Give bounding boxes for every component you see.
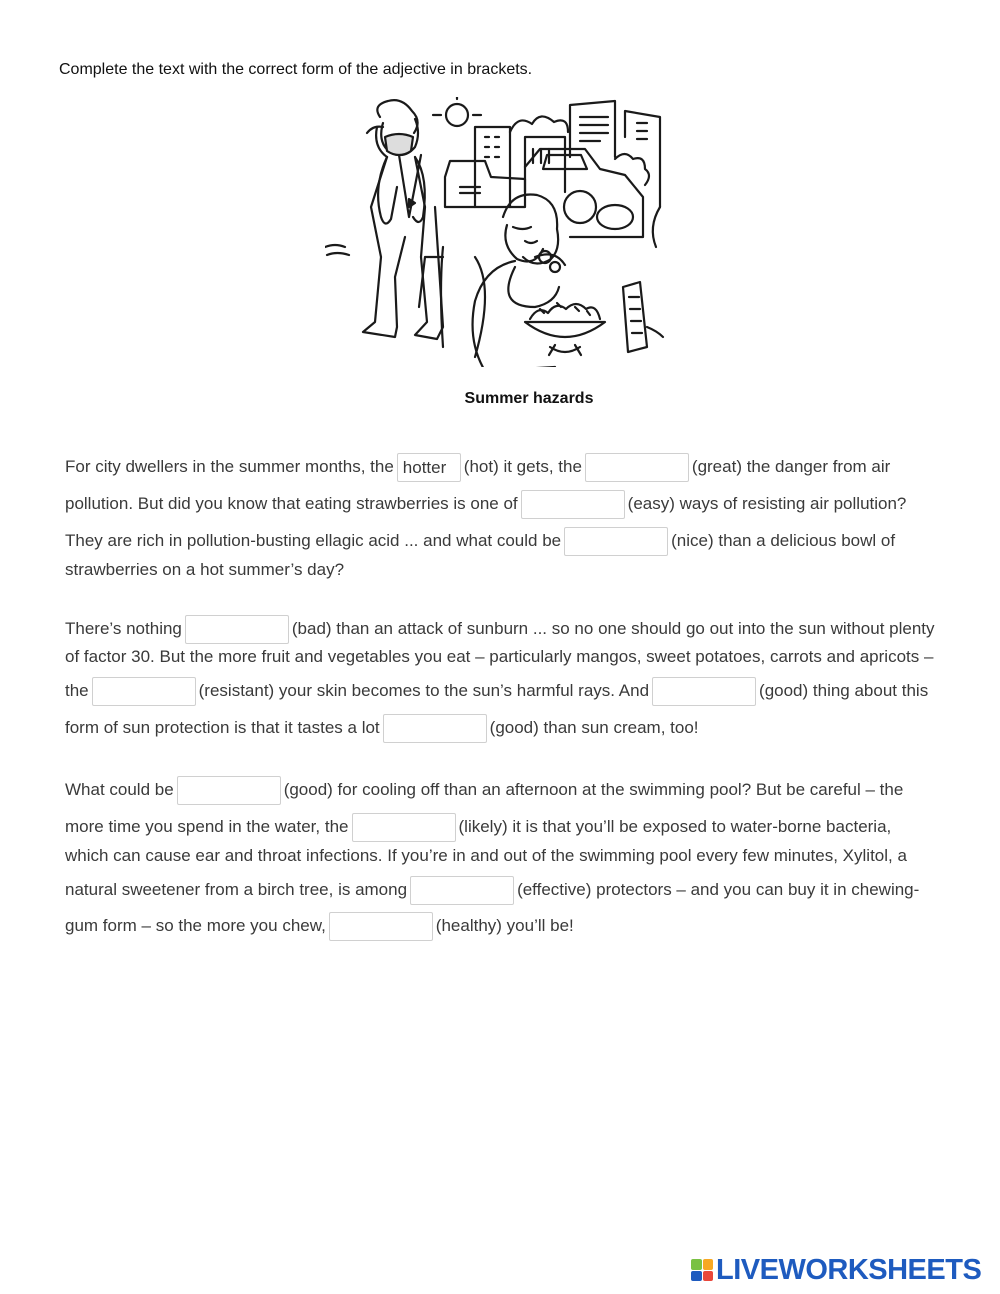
text-line <box>65 813 891 842</box>
text-line <box>65 677 928 706</box>
text-line <box>65 876 919 905</box>
logo-mark-square <box>691 1271 702 1282</box>
text-segment: (bad) than an attack of sunburn ... so no one should go out into the sun without plenty <box>291 618 935 638</box>
text-line <box>65 490 906 519</box>
text-segment: (resistant) your skin becomes to the sun’s harmful rays. And <box>198 680 650 700</box>
answer-input[interactable] <box>652 677 756 706</box>
text-segment: of factor 30. But the more fruit and vegetables you eat – particularly mangos, sweet potatoes, carrots and apricots – <box>65 647 934 666</box>
text-segment: form of sun protection is that it tastes a lot <box>65 717 380 737</box>
text-segment: (effective) protectors – and you can buy it in chewing- <box>517 879 920 899</box>
text-segment: (easy) ways of resisting air pollution? <box>627 493 907 513</box>
instruction-text: Complete the text with the correct form of the adjective in brackets. <box>59 61 533 78</box>
text-segment: natural sweetener from a birch tree, is among <box>65 879 408 899</box>
liveworksheets-logo <box>691 1253 981 1287</box>
answer-input[interactable] <box>383 714 487 743</box>
answer-input[interactable] <box>352 813 456 842</box>
text-segment: gum form – so the more you chew, <box>65 915 326 935</box>
text-line <box>65 453 890 482</box>
text-line <box>65 560 344 580</box>
logo-mark-square <box>703 1259 714 1270</box>
answer-input[interactable] <box>92 677 196 706</box>
answer-input[interactable] <box>410 876 514 905</box>
logo-text: LIVEWORKSHEETS <box>716 1253 982 1286</box>
text-segment: (great) the danger from air <box>691 456 891 476</box>
cartoon-illustration <box>325 97 670 367</box>
text-line <box>65 647 933 667</box>
logo-mark-square <box>703 1271 714 1282</box>
text-line <box>65 912 574 941</box>
text-segment: (likely) it is that you’ll be exposed to water-borne bacteria, <box>458 816 892 836</box>
text-line <box>65 527 895 556</box>
text-segment: the <box>65 680 89 700</box>
logo-mark-square <box>691 1259 702 1270</box>
answer-input[interactable] <box>185 615 289 644</box>
text-segment: (hot) it gets, the <box>463 456 582 476</box>
text-line <box>65 615 935 644</box>
text-segment: (nice) than a delicious bowl of <box>671 530 896 550</box>
answer-input[interactable] <box>564 527 668 556</box>
text-segment: (healthy) you’ll be! <box>435 915 574 935</box>
liveworksheets-logo-icon <box>691 1259 713 1281</box>
text-segment: (good) than sun cream, too! <box>489 717 699 737</box>
text-segment: For city dwellers in the summer months, the <box>65 456 394 476</box>
answer-input[interactable] <box>177 776 281 805</box>
text-line <box>65 776 903 805</box>
text-segment: pollution. But did you know that eating strawberries is one of <box>65 493 518 513</box>
text-segment: which can cause ear and throat infections. If you’re in and out of the swimming pool every few minutes, Xylitol, a <box>65 846 907 865</box>
text-line <box>65 714 699 743</box>
text-segment: They are rich in pollution-busting ellagic acid ... and what could be <box>65 530 562 550</box>
answer-input[interactable] <box>521 490 625 519</box>
text-segment: (good) for cooling off than an afternoon at the swimming pool? But be careful – the <box>283 779 904 799</box>
answer-input[interactable] <box>585 453 689 482</box>
answer-input[interactable] <box>397 453 461 482</box>
answer-input[interactable] <box>329 912 433 941</box>
worksheet-title: Summer hazards <box>464 390 594 407</box>
text-line <box>65 846 907 866</box>
text-segment: (good) thing about this <box>759 680 929 700</box>
text-segment: What could be <box>65 779 174 799</box>
text-segment: strawberries on a hot summer’s day? <box>65 560 345 579</box>
text-segment: There’s nothing <box>65 618 182 638</box>
text-segment: more time you spend in the water, the <box>65 816 349 836</box>
